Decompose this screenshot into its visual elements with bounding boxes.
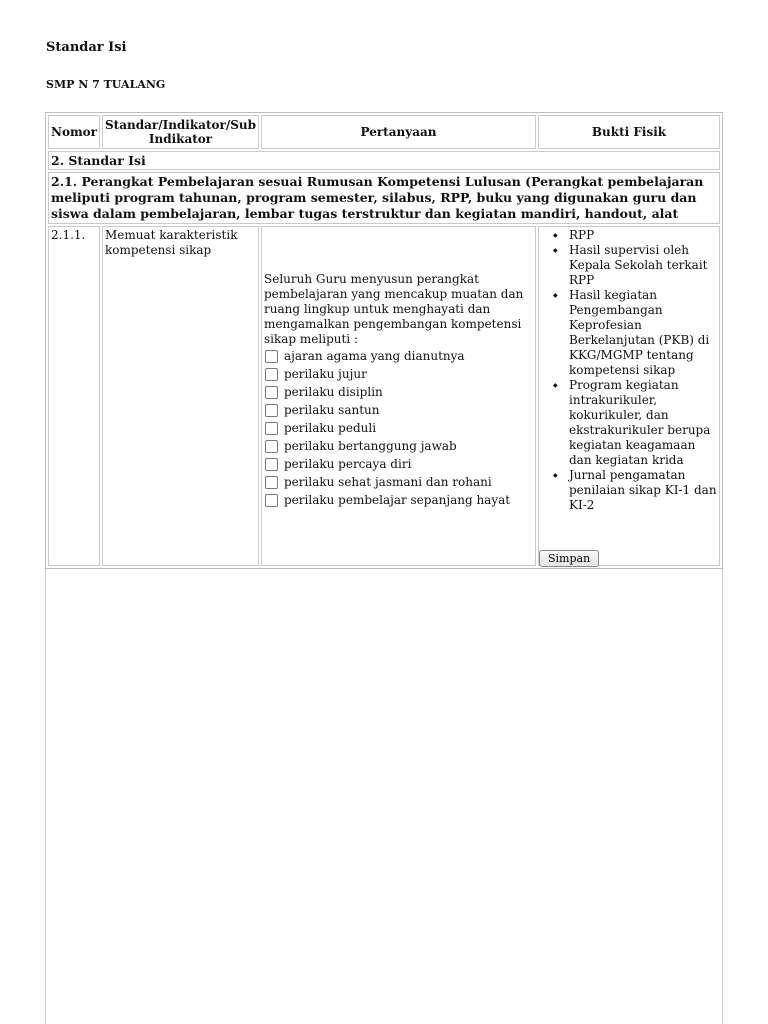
header-pertanyaan: Pertanyaan (261, 115, 536, 149)
evidence-item: ◆ Program kegiatan intrakurikuler, kokurikuler, dan ekstrakurikuler berupa kegiatan keagamaan dan kegiatan krida (569, 378, 717, 468)
option-item[interactable] (264, 401, 533, 419)
question-text: Seluruh Guru menyusun perangkat pembelajaran yang mencakup muatan dan ruang lingkup untuk menghayati dan mengamalkan pengembangan kompetensi sikap meliputi : (264, 272, 524, 346)
checkbox[interactable] (265, 440, 278, 453)
checkbox[interactable] (265, 404, 278, 417)
subsection-title: 2.1. Perangkat Pembelajaran sesuai Rumusan Kompetensi Lulusan (Perangkat pembelajaran meliputi program tahunan, program semester, silabus, RPP, buku yang digunakan guru dan siswa dalam pembelajaran, lembar tugas terstruktur dan kegiatan mandiri, handout, alat (48, 172, 720, 224)
row-indicator: Memuat karakteristik kompetensi sikap (102, 226, 259, 566)
row-question-cell (261, 226, 536, 566)
table-row (48, 226, 720, 566)
school-name: SMP N 7 TUALANG (46, 78, 166, 91)
option-item[interactable] (264, 347, 533, 365)
checkbox[interactable] (265, 494, 278, 507)
row-evidence-cell (538, 226, 720, 566)
row-number: 2.1.1. (48, 226, 100, 566)
option-label: perilaku jujur (284, 366, 367, 381)
option-item[interactable] (264, 383, 533, 401)
section-row (48, 151, 720, 170)
option-item[interactable] (264, 437, 533, 455)
checkbox[interactable] (265, 368, 278, 381)
evidence-item: ◆ Hasil supervisi oleh Kepala Sekolah terkait RPP (569, 243, 717, 288)
option-item[interactable] (264, 365, 533, 383)
checkbox[interactable] (265, 386, 278, 399)
option-label: perilaku bertanggung jawab (284, 438, 457, 453)
option-label: perilaku peduli (284, 420, 377, 435)
table-header-row (48, 115, 720, 149)
checkbox[interactable] (265, 422, 278, 435)
option-item[interactable] (264, 473, 533, 491)
evidence-item: ◆ Hasil kegiatan Pengembangan Keprofesian Berkelanjutan (PKB) di KKG/MGMP tentang kompetensi sikap (569, 288, 717, 378)
header-bukti-fisik: Bukti Fisik (538, 115, 720, 149)
option-item[interactable] (264, 419, 533, 437)
option-label: perilaku pembelajar sepanjang hayat (284, 492, 511, 507)
option-label: ajaran agama yang dianutnya (284, 348, 465, 363)
header-nomor: Nomor (48, 115, 100, 149)
section-title: 2. Standar Isi (48, 151, 720, 170)
save-button[interactable]: Simpan (539, 550, 599, 567)
checkbox[interactable] (265, 350, 278, 363)
option-label: perilaku disiplin (284, 384, 383, 399)
option-label: perilaku sehat jasmani dan rohani (284, 474, 492, 489)
header-indikator: Standar/Indikator/Sub Indikator (102, 115, 259, 149)
option-item[interactable] (264, 455, 533, 473)
evidence-list (541, 228, 717, 513)
option-label: perilaku percaya diri (284, 456, 412, 471)
evidence-item: ◆ Jurnal pengamatan penilaian sikap KI-1 dan KI-2 (569, 468, 717, 513)
option-list (264, 347, 533, 509)
page-title: Standar Isi (46, 40, 127, 55)
option-item[interactable] (264, 491, 533, 509)
option-label: perilaku santun (284, 402, 380, 417)
standar-isi-table (45, 112, 723, 569)
checkbox[interactable] (265, 476, 278, 489)
subsection-row (48, 172, 720, 224)
checkbox[interactable] (265, 458, 278, 471)
evidence-item: ◆ RPP (569, 228, 717, 243)
